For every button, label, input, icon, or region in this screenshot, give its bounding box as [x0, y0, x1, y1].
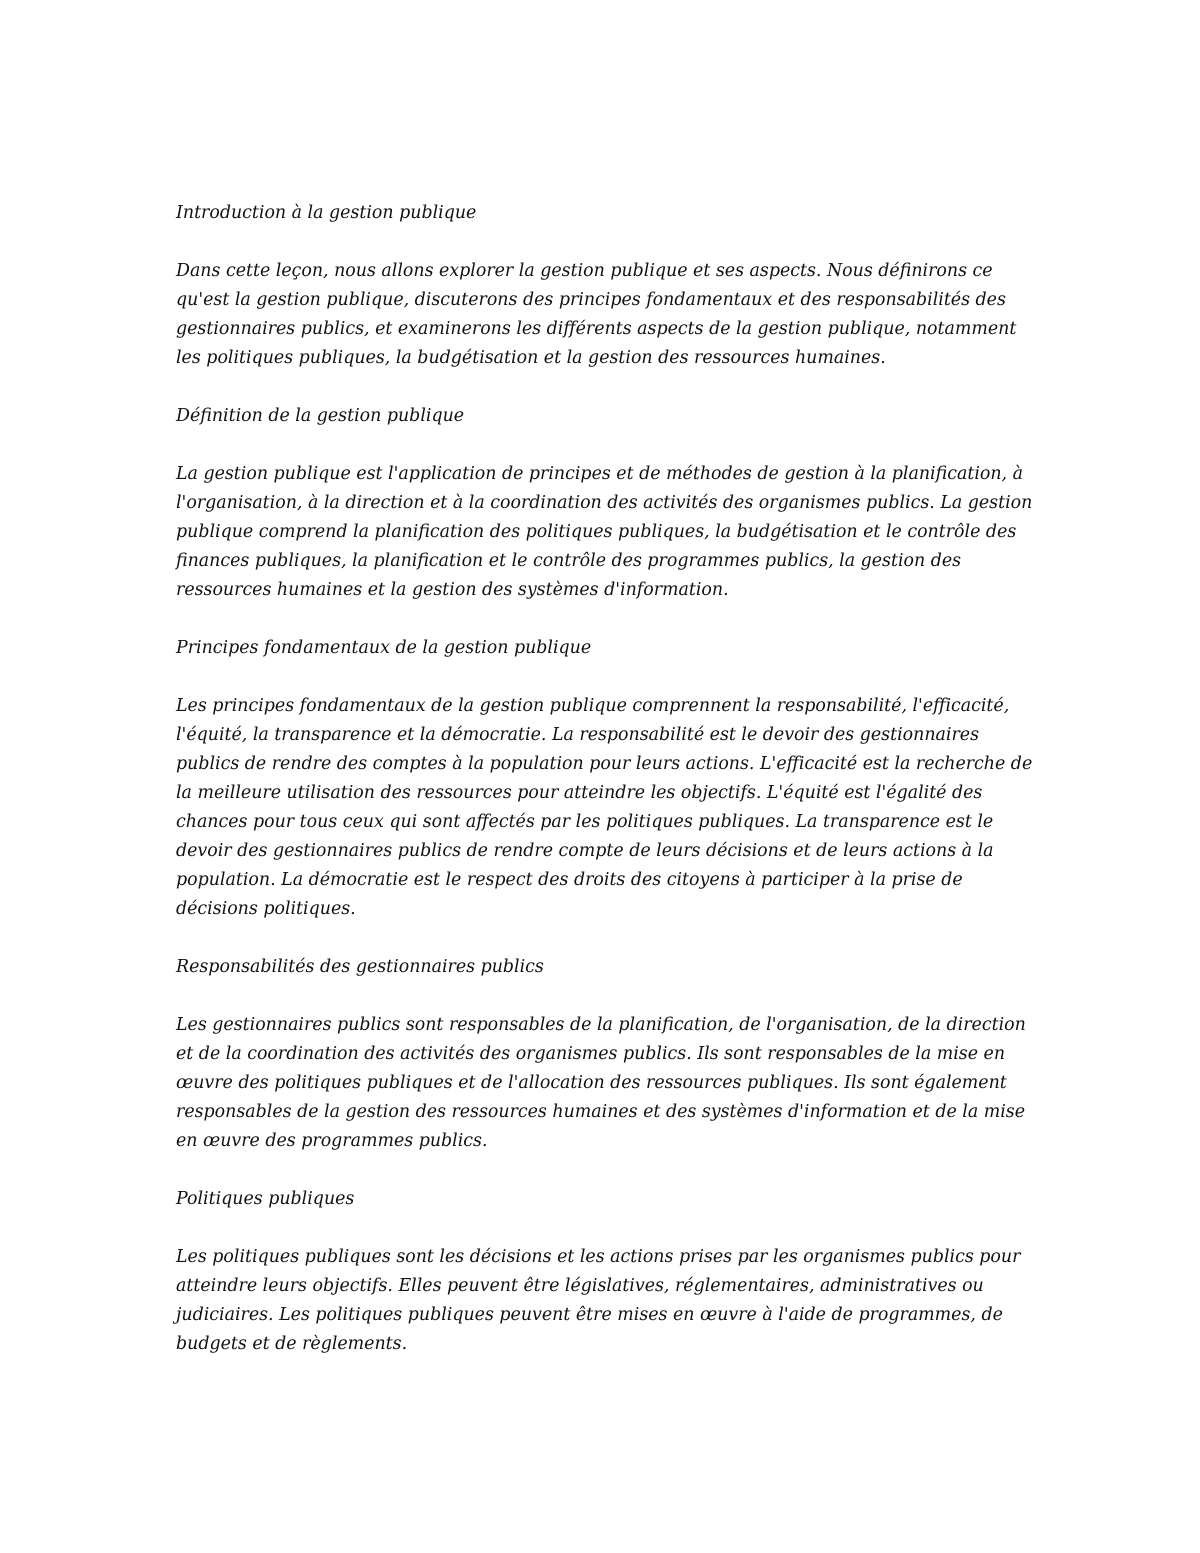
- heading-responsibilities: Responsabilités des gestionnaires publics: [176, 957, 544, 977]
- heading-definition: Définition de la gestion publique: [176, 406, 465, 426]
- paragraph-public-policies: Les politiques publiques sont les décisions et les actions prises par les organismes publics pour atteindre leurs objectifs. Elles peuvent être législatives, réglementaires, administratives ou judiciaires. Les politiques publiques peuvent être mises en œuvre à l'aide de programmes, de budgets et de règlements.: [176, 1247, 1021, 1354]
- heading-public-policies: Politiques publiques: [176, 1189, 355, 1209]
- paragraph-introduction: Dans cette leçon, nous allons explorer la gestion publique et ses aspects. Nous définirons ce qu'est la gestion publique, discuterons des principes fondamentaux et des responsabilités des gestionnaires publics, et examinerons les différents aspects de la gestion publique, notamment les politiques publiques, la budgétisation et la gestion des ressources humaines.: [176, 261, 1017, 368]
- paragraph-responsibilities: Les gestionnaires publics sont responsables de la planification, de l'organisation, de la direction et de la coordination des activités des organismes publics. Ils sont responsables de la mise en œuvre des politiques publiques et de l'allocation des ressources publiques. Ils sont également responsables de la gestion des ressources humaines et des systèmes d'information et de la mise en œuvre des programmes publics.: [176, 1015, 1026, 1151]
- paragraph-definition: La gestion publique est l'application de principes et de méthodes de gestion à la planification, à l'organisation, à la direction et à la coordination des activités des organismes publics. La gestion publique comprend la planification des politiques publiques, la budgétisation et le contrôle des finances publiques, la planification et le contrôle des programmes publics, la gestion des ressources humaines et la gestion des systèmes d'information.: [176, 464, 1033, 600]
- heading-principles: Principes fondamentaux de la gestion publique: [176, 638, 592, 658]
- heading-introduction: Introduction à la gestion publique: [176, 203, 477, 223]
- document-body: [176, 199, 1038, 1388]
- paragraph-principles: Les principes fondamentaux de la gestion publique comprennent la responsabilité, l'efficacité, l'équité, la transparence et la démocratie. La responsabilité est le devoir des gestionnaires publics de rendre des comptes à la population pour leurs actions. L'efficacité est la recherche de la meilleure utilisation des ressources pour atteindre les objectifs. L'équité est l'égalité des chances pour tous ceux qui sont affectés par les politiques publiques. La transparence est le devoir des gestionnaires publics de rendre compte de leurs décisions et de leurs actions à la population. La démocratie est le respect des droits des citoyens à participer à la prise de décisions politiques.: [176, 696, 1033, 919]
